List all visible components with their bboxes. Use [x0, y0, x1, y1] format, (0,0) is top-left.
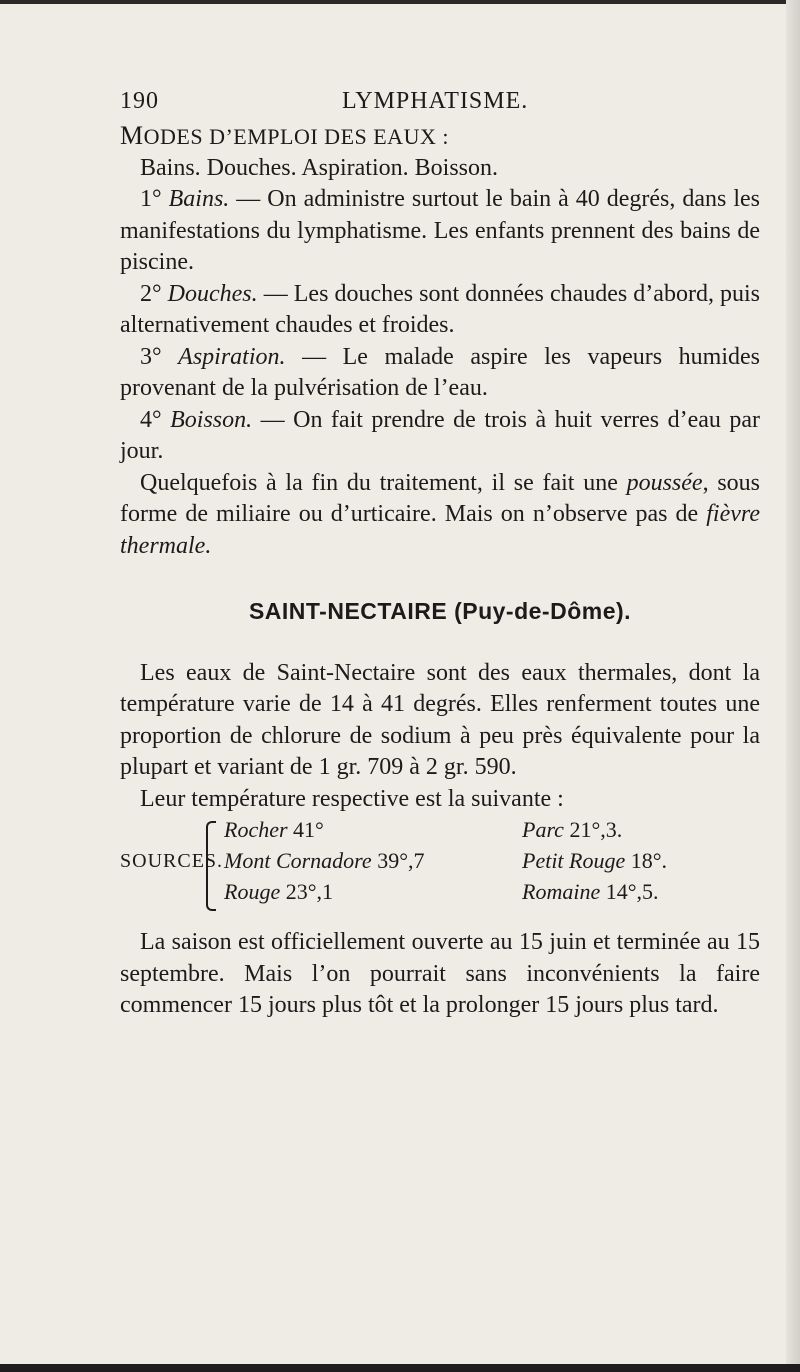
source-row: [224, 817, 764, 847]
station-title: SAINT-NECTAIRE (Puy-de-Dôme).: [248, 598, 632, 624]
source-entry: Rouge 23°,1: [224, 879, 334, 904]
source-row: [224, 848, 764, 878]
source-entry: Rocher 41°: [224, 817, 324, 842]
item-aspiration: 3° Aspiration. — Le malade aspire les vapeurs humides provenant de la pulvérisation de l’eau.: [120, 343, 760, 401]
source-entry: Mont Cornadore 39°,7: [224, 848, 425, 873]
page-number: 190: [120, 88, 159, 114]
item-douches: 2° Douches. — Les douches sont données chaudes d’abord, puis alternativement chaudes et froides.: [120, 280, 761, 338]
book-page: [120, 88, 760, 1022]
modes-list: Bains. Douches. Aspiration. Boisson.: [140, 154, 498, 181]
note-paragraph: Quelquefois à la fin du traitement, il se fait une poussée, sous forme de miliaire ou d’urticaire. Mais on n’observe pas de fièvre thermale.: [120, 469, 760, 559]
source-entry: Parc 21°,3.: [522, 817, 623, 842]
item-bains: 1° Bains. — On administre surtout le bain à 40 degrés, dans les manifestations du lymphatisme. Les enfants prennent des bains de piscine.: [120, 186, 761, 275]
brace: [206, 821, 216, 911]
bottom-border: [0, 1364, 800, 1372]
page-header: [120, 88, 760, 116]
source-entry: Romaine 14°,5.: [522, 879, 659, 904]
running-title: LYMPHATISME.: [342, 88, 529, 114]
sources-table: [120, 817, 760, 915]
top-border: [0, 0, 800, 4]
source-row: [224, 879, 764, 909]
source-entry: Petit Rouge 18°.: [522, 848, 668, 873]
section-heading: MODES D’EMPLOI DES EAUX :: [120, 121, 449, 150]
season-paragraph: La saison est officiellement ouverte au 15 juin et terminée au 15 septembre. Mais l’on pourrait sans inconvénients la faire commencer 15 jours plus tôt et la prolonger 15 jours plus tard.: [120, 929, 760, 1018]
page-edge: [786, 0, 800, 1372]
item-boisson: 4° Boisson. — On fait prendre de trois à huit verres d’eau par jour.: [120, 406, 761, 464]
intro-paragraph: Les eaux de Saint-Nectaire sont des eaux thermales, dont la température varie de 14 à 41 degrés. Elles renferment toutes une proportion de chlorure de sodium à peu près équivalente pour la plupart et variant de 1 gr. 709 à 2 gr. 590.: [120, 659, 760, 780]
temperature-intro: Leur température respective est la suivante :: [140, 785, 564, 812]
sources-label: SOURCES.: [120, 850, 224, 872]
